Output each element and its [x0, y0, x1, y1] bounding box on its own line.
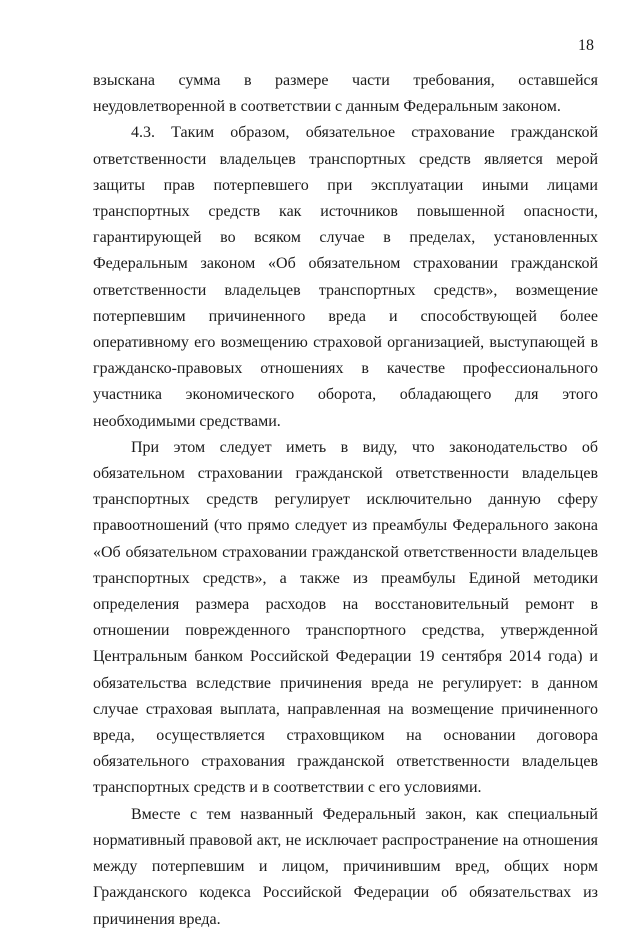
page-number: 18: [578, 37, 594, 54]
paragraph-regulation-scope: При этом следует иметь в виду, что законодательство об обязательном страховании гражданской ответственности владельцев транспортных средств регулирует исключительно данную сферу правоотношений (что прямо следует из преамбулы Федерального закона «Об обязательном страховании гражданской ответственности владельцев транспортных средств», а также из преамбулы Единой методики определения размера расходов на восстановительный ремонт в отношении поврежденного транспортного средства, утвержденной Центральным банком Российской Федерации 19 сентября 2014 года) и обязательства вследствие причинения вреда не регулирует: в данном случае страховая выплата, направленная на возмещение причиненного вреда, осуществляется страховщиком на основании договора обязательного страхования гражданской ответственности владельцев транспортных средств и в соответствии с его условиями.: [93, 438, 598, 797]
paragraph-4-3: 4.3. Таким образом, обязательное страхование гражданской ответственности владельцев транспортных средств является мерой защиты прав потерпевшего при эксплуатации иными лицами транспортных средств как источников повышенной опасности, гарантирующей во всяком случае в пределах, установленных Федеральным законом «Об обязательном страховании гражданской ответственности владельцев транспортных средств», возмещение потерпевшим причиненного вреда и способствующей более оперативному его возмещению страховой организацией, выступающей в гражданско-правовых отношениях в качестве профессионального участника экономического оборота, обладающего для этого необходимыми средствами.: [93, 124, 598, 430]
document-body: [93, 68, 598, 933]
paragraph-continuation: взыскана сумма в размере части требования, оставшейся неудовлетворенной в соответствии с данным Федеральным законом.: [93, 72, 598, 116]
paragraph-general-norms: Вместе с тем названный Федеральный закон, как специальный нормативный правовой акт, не исключает распространение на отношения между потерпевшим и лицом, причинившим вред, общих норм Гражданского кодекса Российской Федерации об обязательствах из причинения вреда.: [93, 805, 598, 928]
